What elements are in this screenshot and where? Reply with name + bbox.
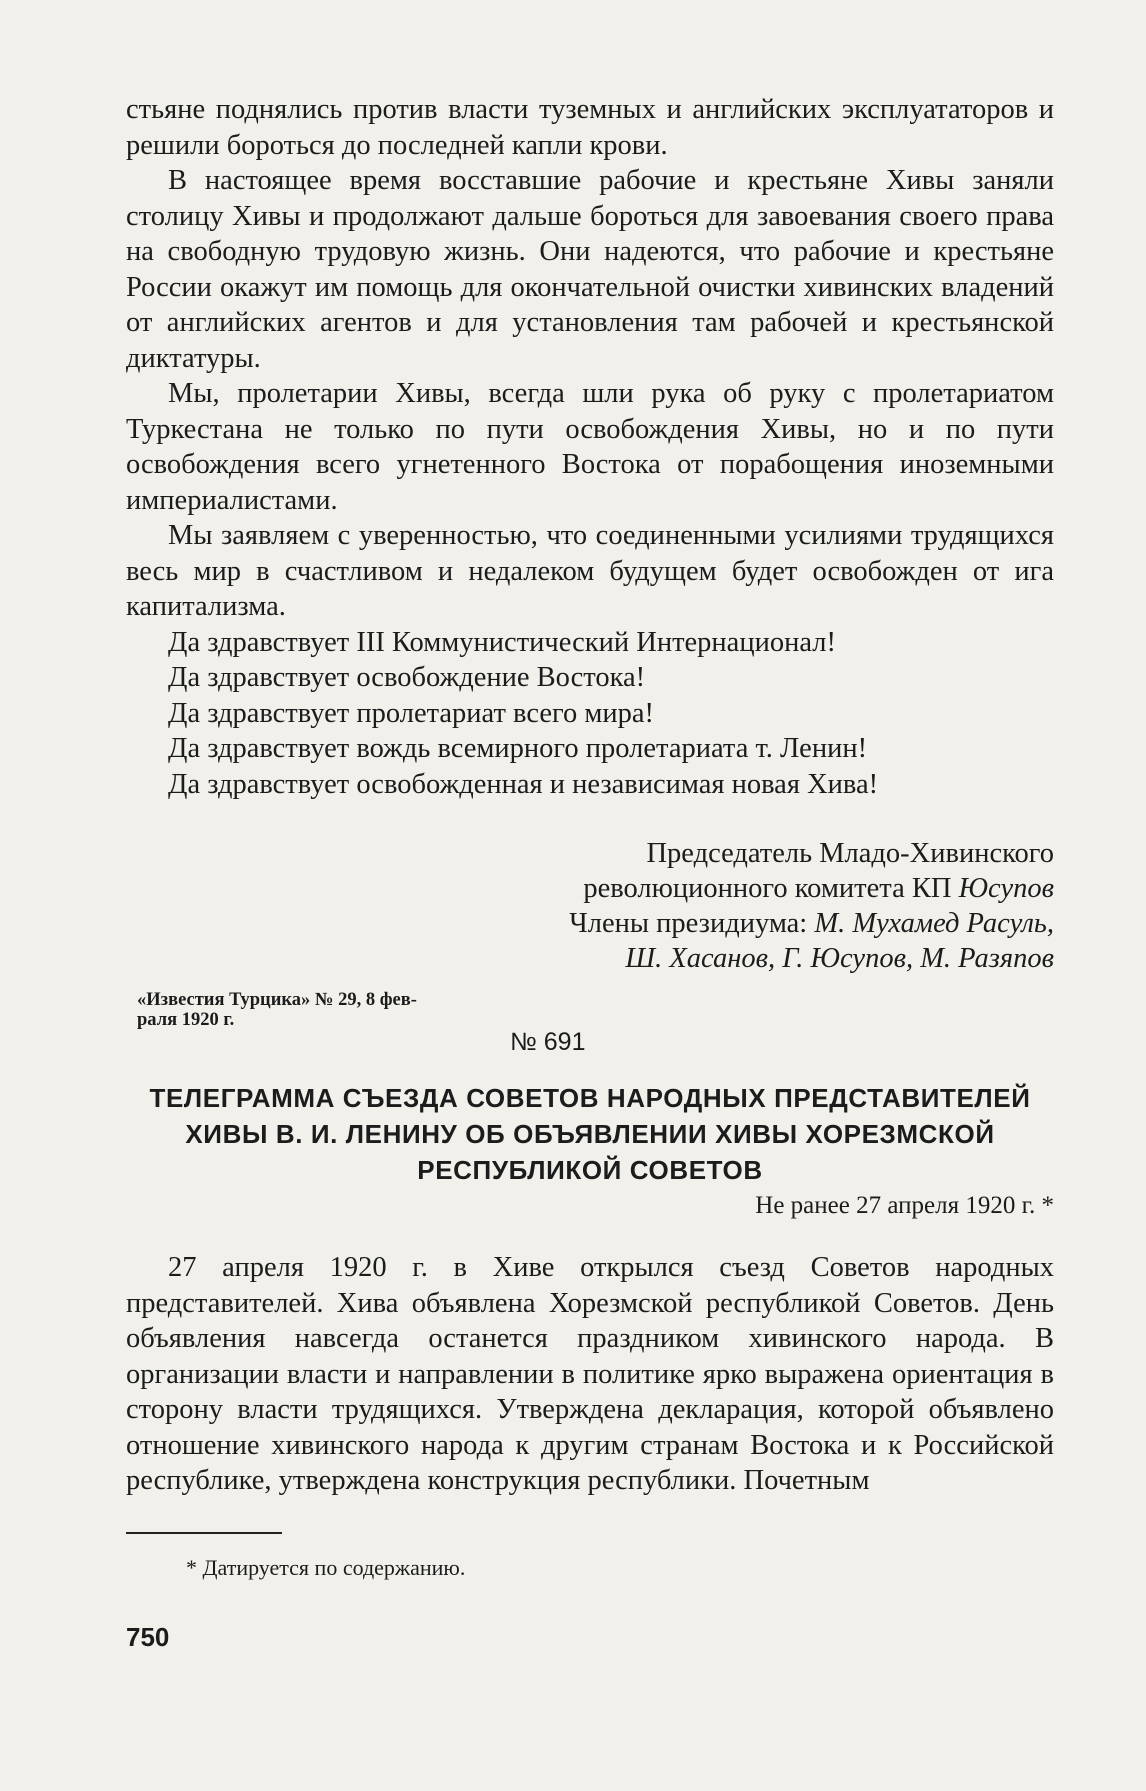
presidium-names: Ш. Хасанов, Г. Юсупов, М. Разяпов: [625, 943, 1054, 974]
signature-line-4: [625, 941, 1054, 977]
slogan: Да здравствует освобождение Востока!: [168, 662, 646, 693]
slogan: Да здравствует освобожденная и независимая новая Хива!: [168, 768, 879, 800]
paragraph: В настоящее время восставшие рабочие и крестьяне Хивы заняли столицу Хивы и продолжают дальше бороться для завоевания своего права на свободную трудовую жизнь. Они надеются, что рабочие и крестьяне России окажут им помощь для окончательной очистки хивинских владений от английских агентов и для установления там рабочей и крестьянской диктатуры.: [126, 165, 1054, 374]
source-line: «Известия Турцика» № 29, 8 фев-: [137, 990, 417, 1010]
footnote: * Датируется по содержанию.: [186, 1555, 466, 1580]
paragraph: Мы заявляем с уверенностью, что соединенными усилиями трудящихся весь мир в счастливом и недалеком будущем будет освобожден от ига капитализма.: [126, 520, 1054, 622]
signature-name: Юсупов: [958, 873, 1054, 904]
signature-role: революционного комитета КП: [583, 873, 952, 904]
source-citation: [137, 990, 537, 1030]
document-title: [126, 1080, 1054, 1188]
presidium-label: Члены президиума:: [569, 908, 808, 939]
signature-line-2: [583, 871, 1054, 907]
source-line: раля 1920 г.: [137, 1010, 235, 1030]
title-line: ТЕЛЕГРАММА СЪЕЗДА СОВЕТОВ НАРОДНЫХ ПРЕДСТАВИТЕЛЕЙ: [149, 1083, 1031, 1113]
paragraph: 27 апреля 1920 г. в Хиве открылся съезд Советов народных представителей. Хива объявлена Хорезмской республикой Советов. День объявления навсегда останется праздником хивинского народа. В организации власти и направлении в политике ярко выражена ориентация в сторону власти трудящихся. Утверждена декларация, которой объявлено отношение хивинского народа к другим странам Востока и к Российской республике, утверждена конструкция республики. Почетным: [126, 1252, 1054, 1496]
document-date: Не ранее 27 апреля 1920 г. *: [755, 1192, 1054, 1219]
slogan: Да здравствует пролетариат всего мира!: [168, 697, 655, 729]
paragraph: Мы, пролетарии Хивы, всегда шли рука об руку с пролетариатом Туркестана не только по пути освобождения Хивы, но и по пути освобождения всего угнетенного Востока от порабощения иноземными империалистами.: [126, 378, 1054, 516]
title-line: РЕСПУБЛИКОЙ СОВЕТОВ: [417, 1155, 763, 1185]
paragraph-continuation: стьяне поднялись против власти туземных и английских эксплуататоров и решили бороться до последней капли крови.: [126, 94, 1054, 161]
signature-line-1: Председатель Младо-Хивинского: [646, 838, 1054, 869]
text-block-top: [126, 92, 1054, 802]
presidium-names: М. Мухамед Расуль,: [814, 908, 1054, 939]
page-number: 750: [126, 1622, 170, 1652]
slogan: Да здравствует вождь всемирного пролетариата т. Ленин!: [168, 733, 868, 764]
title-line: ХИВЫ В. И. ЛЕНИНУ ОБ ОБЪЯВЛЕНИИ ХИВЫ ХОРЕЗМСКОЙ: [185, 1119, 995, 1149]
text-block-bottom: [126, 1250, 1054, 1499]
slogan: Да здравствует III Коммунистический Интернационал!: [168, 626, 836, 658]
document-number: № 691: [510, 1028, 586, 1056]
slogans: [126, 625, 1054, 803]
footnote-divider: [126, 1532, 282, 1534]
signature-line-3: [569, 906, 1054, 942]
